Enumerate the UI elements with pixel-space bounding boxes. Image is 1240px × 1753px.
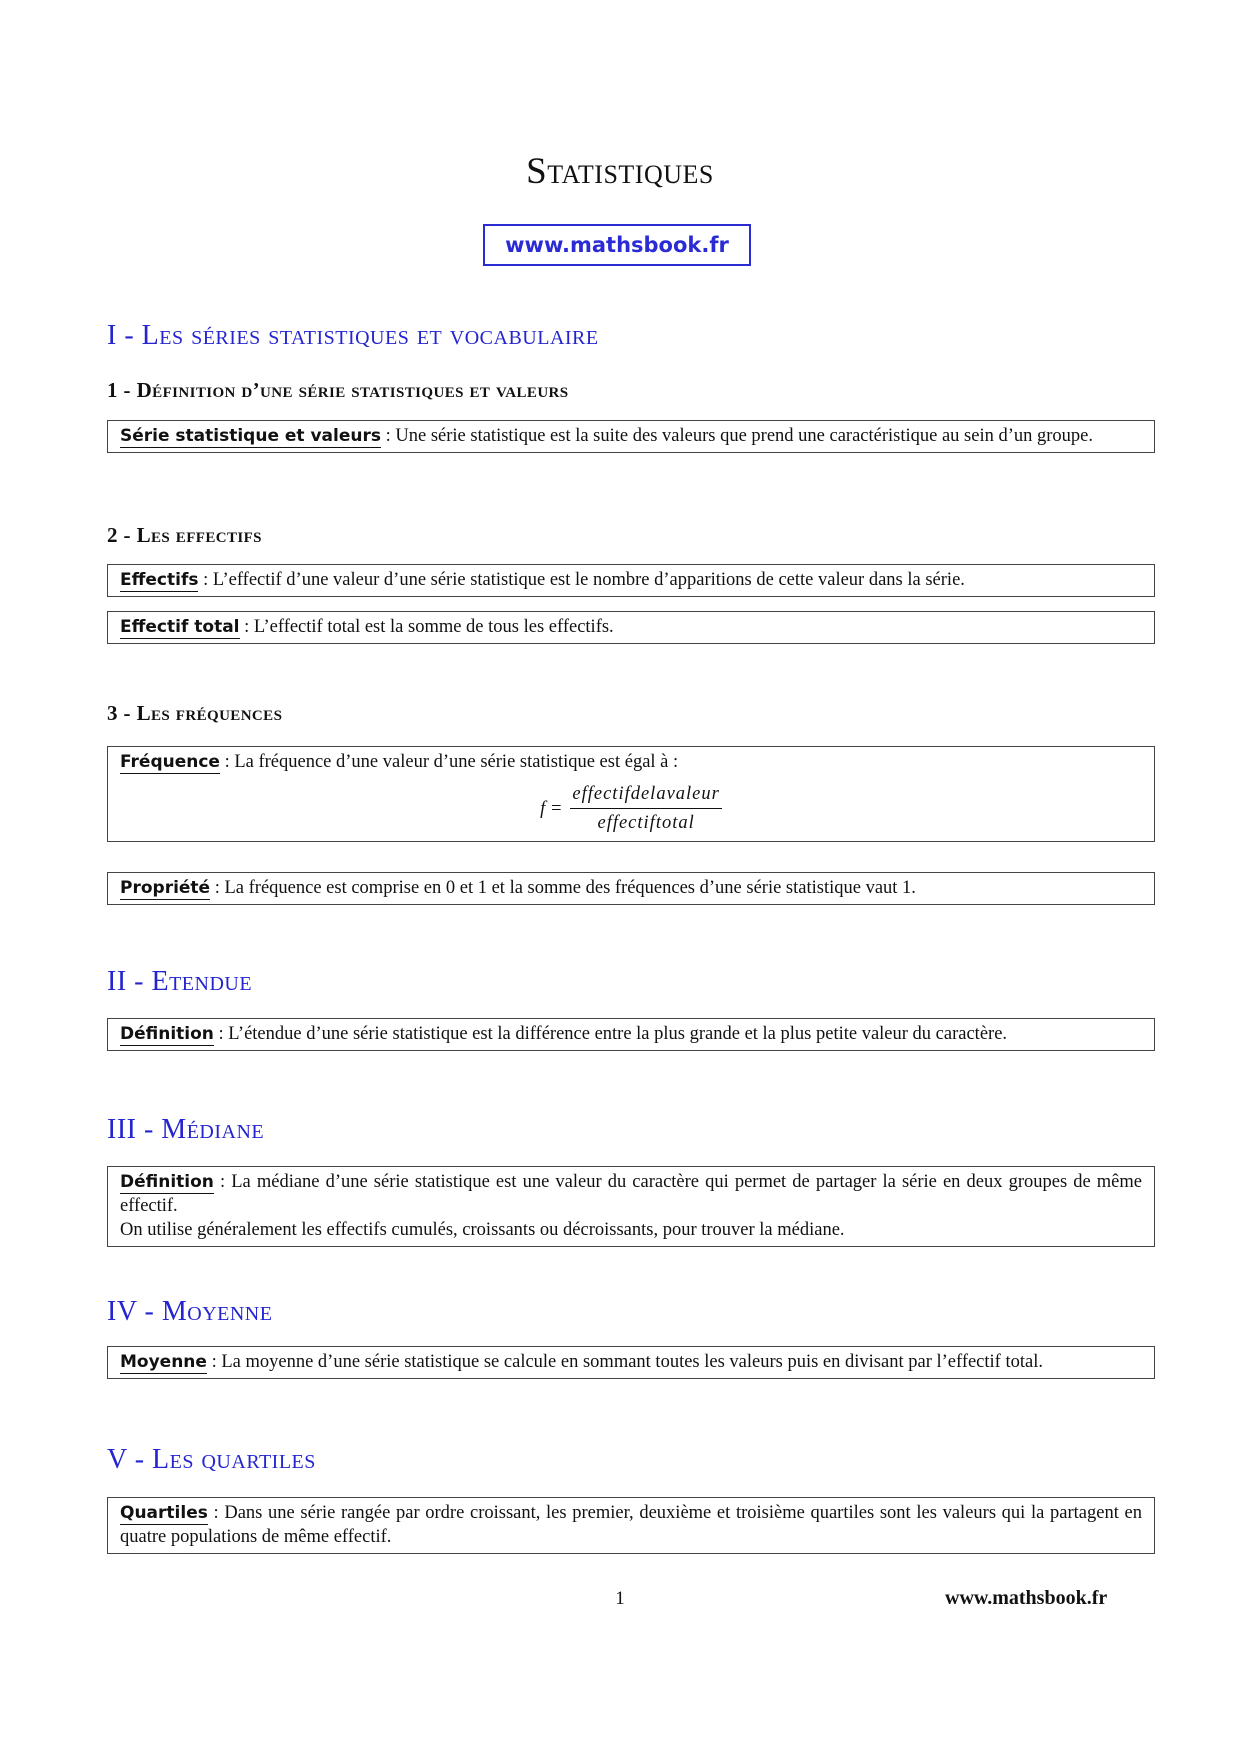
- subsection-heading-effectifs: 2 - Les effectifs: [107, 523, 262, 547]
- definition-text: : Une série statistique est la suite des valeurs que prend une caractéristique au sein d’un groupe.: [381, 426, 1094, 446]
- site-link-badge[interactable]: [483, 224, 751, 266]
- definition-box-effectifs: [107, 564, 1155, 597]
- property-text: : La fréquence est comprise en 0 et 1 et la somme des fréquences d’une série statistique vaut 1.: [210, 878, 916, 898]
- definition-box-etendue: [107, 1018, 1155, 1051]
- definition-text: : La moyenne d’une série statistique se calcule en sommant toutes les valeurs puis en divisant par l’effectif total.: [206, 1352, 1043, 1372]
- formula-denominator: effectiftotal: [597, 813, 695, 833]
- section-heading-series: I - Les séries statistiques et vocabulaire: [107, 320, 599, 351]
- footer-site-link[interactable]: www.mathsbook.fr: [945, 1587, 1108, 1609]
- term-definition: Définition: [120, 1172, 214, 1192]
- definition-text: : L’effectif d’une valeur d’une série statistique est le nombre d’apparitions de cette valeur dans la série.: [198, 570, 965, 590]
- definition-text: : La fréquence d’une valeur d’une série statistique est égal à :: [219, 752, 679, 772]
- term-quartiles: Quartiles: [120, 1503, 208, 1523]
- formula-lhs: f =: [540, 798, 563, 819]
- subsection-heading-frequences: 3 - Les fréquences: [107, 701, 283, 725]
- definition-box-frequence: [107, 746, 1155, 842]
- page-number: 1: [615, 1588, 625, 1609]
- section-heading-etendue: II - Etendue: [107, 966, 253, 997]
- frequency-formula: [120, 782, 1142, 835]
- term-propriete: Propriété: [120, 878, 211, 898]
- definition-text: : La médiane d’une série statistique est une valeur du caractère qui permet de partager la série en deux groupes de même effectif.: [120, 1172, 1142, 1216]
- term-moyenne: Moyenne: [120, 1352, 207, 1372]
- definition-box-quartiles: [107, 1497, 1155, 1554]
- site-link-text[interactable]: www.mathsbook.fr: [505, 233, 729, 257]
- subsection-heading-definition: 1 - Définition d’une série statistiques et valeurs: [107, 378, 569, 402]
- section-heading-moyenne: IV - Moyenne: [107, 1296, 273, 1327]
- term-effectif-total: Effectif total: [120, 617, 240, 637]
- term-definition: Définition: [120, 1024, 214, 1044]
- definition-box-moyenne: [107, 1346, 1155, 1379]
- term-serie-statistique: Série statistique et valeurs: [120, 426, 381, 446]
- term-effectifs: Effectifs: [120, 570, 199, 590]
- definition-text: : Dans une série rangée par ordre croissant, les premier, deuxième et troisième quartiles sont les valeurs qui la partagent en quatre populations de même effectif.: [120, 1503, 1142, 1547]
- formula-fraction: [570, 782, 721, 835]
- definition-text: : L’étendue d’une série statistique est la différence entre la plus grande et la plus petite valeur du caractère.: [213, 1024, 1008, 1044]
- definition-text: : L’effectif total est la somme de tous les effectifs.: [239, 617, 614, 637]
- page-title: Statistiques: [526, 151, 714, 192]
- property-box-frequence: [107, 872, 1155, 905]
- section-heading-mediane: III - Médiane: [107, 1114, 265, 1145]
- term-frequence: Fréquence: [120, 752, 220, 772]
- section-heading-quartiles: V - Les quartiles: [107, 1444, 316, 1475]
- definition-box-effectif-total: [107, 611, 1155, 644]
- definition-text-second-line: On utilise généralement les effectifs cumulés, croissants ou décroissants, pour trouver la médiane.: [120, 1220, 845, 1240]
- definition-box-mediane: [107, 1166, 1155, 1247]
- definition-box-serie: [107, 420, 1155, 453]
- formula-numerator: effectifdelavaleur: [570, 782, 721, 809]
